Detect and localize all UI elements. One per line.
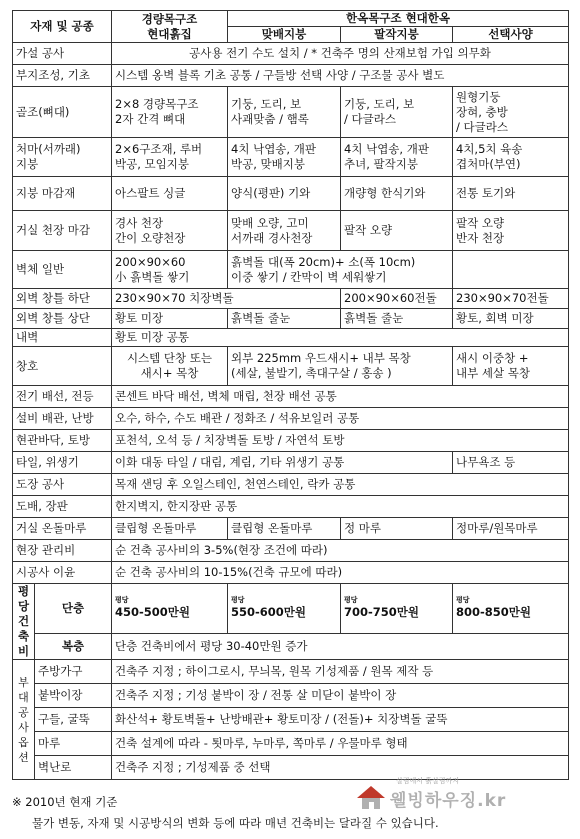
cell: 팔작 오량 [341,211,453,251]
extras-label: 마루 [35,732,112,756]
cell: 전통 토기와 [453,177,569,211]
row-label: 골조(뼈대) [13,87,112,138]
extras-label: 주방가구 [35,660,112,684]
footnote-disclaimer: 물가 변동, 자재 및 시공방식의 변화 등에 따라 매년 건축비는 달라질 수 있습니다. [32,816,439,830]
cell: 시스템 단창 또는 새시+ 목창 [112,347,228,386]
row-label: 도장 공사 [13,474,112,496]
cell: 4치 낙엽송, 개판 박공, 맞배지붕 [228,138,341,177]
cell: 정마루/원목마루 [453,518,569,540]
row-label: 내벽 [13,329,112,347]
row-common-value: 이화 대동 타일 / 대림, 계림, 기타 위생기 공통 [112,452,453,474]
header-gable-roof: 맞배지붕 [228,27,341,43]
price-cell: 평당 700-750만원 [341,584,453,634]
extras-label: 벽난로 [35,756,112,780]
row-label: 전기 배선, 전등 [13,386,112,408]
cell: 황토 미장 [112,309,228,329]
cell: 200×90×60전돌 [341,289,453,309]
price-duplex-label: 복층 [35,633,112,659]
footnote-date: ※ 2010년 현재 기준 [12,795,118,809]
row-common-value: 황토 미장 공통 [112,329,569,347]
row-common-value: 시스템 옹벽 블록 기초 공통 / 구들방 선택 사양 / 구조물 공사 별도 [112,65,569,87]
extras-label: 붙박이장 [35,684,112,708]
cell: 2×6구조재, 루버 박공, 모임지붕 [112,138,228,177]
row-label: 타일, 위생기 [13,452,112,474]
row-label: 거실 온돌마루 [13,518,112,540]
price-cell: 평당 450-500만원 [112,584,228,634]
cell: 4치 낙엽송, 개판 추녀, 팔작지붕 [341,138,453,177]
cell: 클립형 온돌마루 [228,518,341,540]
row-label: 가설 공사 [13,43,112,65]
cell: 원형기둥 장혀, 충방 / 다글라스 [453,87,569,138]
cell: 230×90×70전돌 [453,289,569,309]
price-cell: 평당 800-850만원 [453,584,569,634]
logo-tagline: 살림에서 흙살림까지 [396,777,460,785]
cell: 나무욕조 등 [453,452,569,474]
row-label: 외벽 창틀 하단 [13,289,112,309]
extras-value: 건축주 지정 ; 기성제품 중 선택 [112,756,569,780]
row-common-value: 공사용 전기 수도 설치 / * 건축주 명의 산재보험 가입 의무화 [112,43,569,65]
row-label: 벽체 일반 [13,251,112,289]
spec-table [12,10,569,780]
row-label: 현장 관리비 [13,540,112,562]
header-col-hanok: 한옥목구조 현대한옥 [228,11,569,27]
house-icon [356,784,386,810]
row-common-value: 콘센트 바닥 배선, 벽체 매립, 천장 배선 공통 [112,386,569,408]
row-label: 거실 천장 마감 [13,211,112,251]
price-duplex-note: 단층 건축비에서 평당 30-40만원 증가 [112,633,569,659]
cell: 230×90×70 치장벽돌 [112,289,341,309]
cell: 200×90×60 小 흙벽돌 쌓기 [112,251,228,289]
row-label: 설비 배관, 난방 [13,408,112,430]
header-hip-roof: 팔작지붕 [341,27,453,43]
row-label: 시공사 이윤 [13,562,112,584]
extras-value: 화산석+ 황토벽돌+ 난방배관+ 황토미장 / (전돌)+ 치장벽돌 굴뚝 [112,708,569,732]
row-label: 지붕 마감재 [13,177,112,211]
cell: 경사 천장 간이 오량천장 [112,211,228,251]
cell: 4치,5치 육송 겹처마(부연) [453,138,569,177]
site-logo [356,776,556,814]
cell: 맞배 오량, 고미 서까래 경사천장 [228,211,341,251]
cell: 흙벽돌 대(폭 20cm)+ 소(폭 10cm) 이중 쌓기 / 칸막이 벽 세워쌓기 [228,251,453,289]
extras-label: 구들, 굴뚝 [35,708,112,732]
row-label: 현관바닥, 토방 [13,430,112,452]
row-label: 도배, 장판 [13,496,112,518]
extras-value: 건축주 지정 ; 하이그로시, 무늬목, 원목 기성제품 / 원목 제작 등 [112,660,569,684]
header-option: 선택사양 [453,27,569,43]
cell: 외부 225mm 우드새시+ 내부 목창 (세살, 불발기, 촉대구살 / 홍송 ) [228,347,453,386]
cell: 팔작 오량 반자 천장 [453,211,569,251]
row-label: 창호 [13,347,112,386]
logo-name: 웰빙하우징.kr [390,791,507,811]
cell: 황토, 회벽 미장 [453,309,569,329]
cell: 아스팔트 싱글 [112,177,228,211]
cell: 기둥, 도리, 보 / 다글라스 [341,87,453,138]
row-common-value: 한지벽지, 한지장판 공통 [112,496,569,518]
row-common-value: 목재 샌딩 후 오일스테인, 천연스테인, 락카 공통 [112,474,569,496]
row-common-value: 포천석, 오석 등 / 치장벽돌 토방 / 자연석 토방 [112,430,569,452]
cell: 흙벽돌 줄눈 [341,309,453,329]
header-item: 자재 및 공종 [13,11,112,43]
cell: 클립형 온돌마루 [112,518,228,540]
cell: 새시 이중창 + 내부 세살 목창 [453,347,569,386]
cell: 정 마루 [341,518,453,540]
cell: 2×8 경량목구조 2자 간격 뼈대 [112,87,228,138]
cell: 흙벽돌 줄눈 [228,309,341,329]
header-col-light-wood: 경량목구조 현대흙집 [112,11,228,43]
row-common-value: 순 건축 공사비의 3-5%(현장 조건에 따라) [112,540,569,562]
cell [453,251,569,289]
extras-value: 건축 설계에 따라 - 툇마루, 누마루, 쪽마루 / 우물마루 형태 [112,732,569,756]
row-common-value: 오수, 하수, 수도 배관 / 정화조 / 석유보일러 공통 [112,408,569,430]
price-cell: 평당 550-600만원 [228,584,341,634]
price-single-label: 단층 [35,584,112,634]
extras-vertical-label: 부 대 공 사 옵 션 [13,660,35,780]
row-label: 외벽 창틀 상단 [13,309,112,329]
row-label: 처마(서까래) 지붕 [13,138,112,177]
row-common-value: 순 건축 공사비의 10-15%(건축 규모에 따라) [112,562,569,584]
extras-value: 건축주 지정 ; 기성 붙박이 장 / 전통 살 미닫이 붙박이 장 [112,684,569,708]
cell: 개량형 한식기와 [341,177,453,211]
price-label: 평 당 건축비 [13,584,35,660]
row-label: 부지조성, 기초 [13,65,112,87]
cell: 기둥, 도리, 보 사괘맞춤 / 햄록 [228,87,341,138]
cell: 양식(평판) 기와 [228,177,341,211]
